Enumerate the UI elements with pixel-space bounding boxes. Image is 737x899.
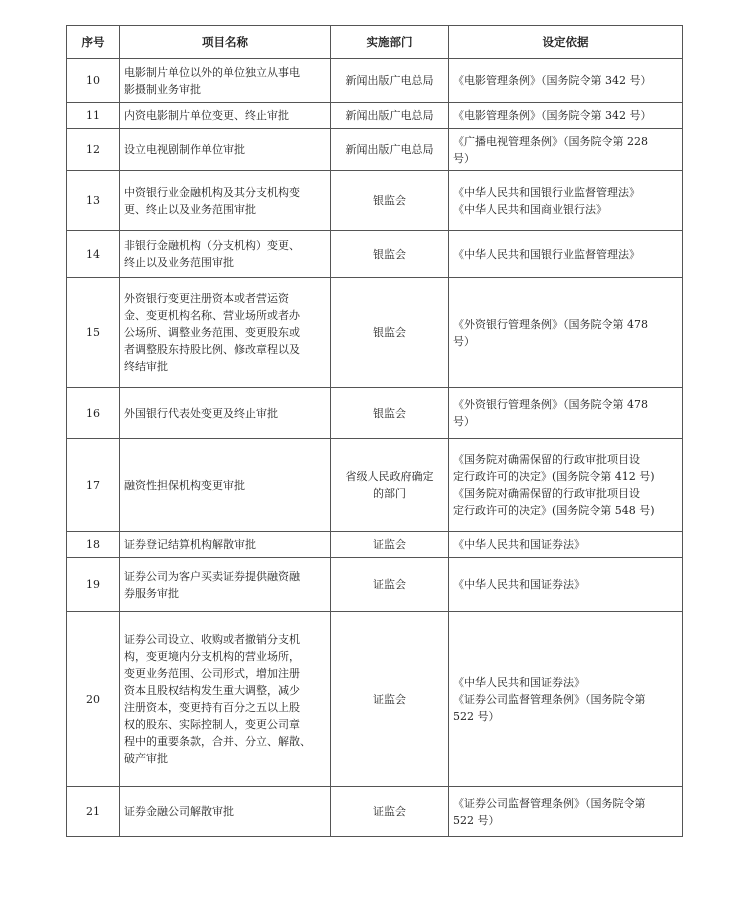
row-item-name: 电影制片单位以外的单位独立从事电 影摄制业务审批 xyxy=(120,59,331,103)
row-serial-no: 10 xyxy=(67,59,120,103)
row-item-name: 融资性担保机构变更审批 xyxy=(120,439,331,532)
row-legal-basis: 《证券公司监督管理条例》（国务院令第 522 号） xyxy=(449,787,683,837)
row-serial-no: 21 xyxy=(67,787,120,837)
row-legal-basis: 《中华人民共和国银行业监督管理法》 《中华人民共和国商业银行法》 xyxy=(449,171,683,231)
row-legal-basis: 《外资银行管理条例》（国务院令第 478 号） xyxy=(449,278,683,388)
row-legal-basis: 《广播电视管理条例》（国务院令第 228 号） xyxy=(449,129,683,171)
row-department: 新闻出版广电总局 xyxy=(331,59,449,103)
row-department: 证监会 xyxy=(331,787,449,837)
row-item-name: 设立电视剧制作单位审批 xyxy=(120,129,331,171)
row-item-name: 外国银行代表处变更及终止审批 xyxy=(120,388,331,439)
row-legal-basis: 《中华人民共和国银行业监督管理法》 xyxy=(449,231,683,278)
row-serial-no: 20 xyxy=(67,612,120,787)
row-item-name: 证券登记结算机构解散审批 xyxy=(120,532,331,558)
row-serial-no: 16 xyxy=(67,388,120,439)
row-department: 证监会 xyxy=(331,612,449,787)
table-row xyxy=(67,558,683,612)
approval-items-table-container xyxy=(66,25,682,837)
table-row xyxy=(67,787,683,837)
row-serial-no: 11 xyxy=(67,103,120,129)
row-item-name: 内资电影制片单位变更、终止审批 xyxy=(120,103,331,129)
row-item-name: 外资银行变更注册资本或者营运资 金、变更机构名称、营业场所或者办 公场所、调整业务范围、变更股东或 者调整股东持股比例、修改章程以及 终结审批 xyxy=(120,278,331,388)
table-row xyxy=(67,439,683,532)
row-legal-basis: 《国务院对确需保留的行政审批项目设 定行政许可的决定》(国务院令第 412 号) 《国务院对确需保留的行政审批项目设 定行政许可的决定》(国务院令第 548 号) xyxy=(449,439,683,532)
row-legal-basis: 《电影管理条例》（国务院令第 342 号） xyxy=(449,103,683,129)
table-row xyxy=(67,612,683,787)
table-row xyxy=(67,103,683,129)
row-legal-basis: 《中华人民共和国证券法》 《证券公司监督管理条例》（国务院令第 522 号） xyxy=(449,612,683,787)
row-serial-no: 18 xyxy=(67,532,120,558)
row-serial-no: 14 xyxy=(67,231,120,278)
row-department: 证监会 xyxy=(331,532,449,558)
table-row xyxy=(67,388,683,439)
row-legal-basis: 《外资银行管理条例》（国务院令第 478 号） xyxy=(449,388,683,439)
approval-items-table xyxy=(66,25,683,837)
header-department: 实施部门 xyxy=(331,26,449,59)
row-department: 银监会 xyxy=(331,278,449,388)
row-department: 新闻出版广电总局 xyxy=(331,103,449,129)
row-legal-basis: 《电影管理条例》（国务院令第 342 号） xyxy=(449,59,683,103)
row-department: 新闻出版广电总局 xyxy=(331,129,449,171)
row-department: 省级人民政府确定 的部门 xyxy=(331,439,449,532)
row-department: 证监会 xyxy=(331,558,449,612)
row-serial-no: 13 xyxy=(67,171,120,231)
header-serial-no: 序号 xyxy=(67,26,120,59)
table-header-row xyxy=(67,26,683,59)
row-legal-basis: 《中华人民共和国证券法》 xyxy=(449,558,683,612)
row-item-name: 中资银行业金融机构及其分支机构变 更、终止以及业务范围审批 xyxy=(120,171,331,231)
row-department: 银监会 xyxy=(331,388,449,439)
header-legal-basis: 设定依据 xyxy=(449,26,683,59)
table-row xyxy=(67,171,683,231)
row-department: 银监会 xyxy=(331,171,449,231)
row-item-name: 证券公司为客户买卖证券提供融资融 券服务审批 xyxy=(120,558,331,612)
row-serial-no: 12 xyxy=(67,129,120,171)
row-serial-no: 19 xyxy=(67,558,120,612)
header-item-name: 项目名称 xyxy=(120,26,331,59)
row-serial-no: 15 xyxy=(67,278,120,388)
row-item-name: 证券公司设立、收购或者撤销分支机 构，变更境内分支机构的营业场所， 变更业务范围、公司形式，增加注册 资本且股权结构发生重大调整，减少 注册资本，变更持有百分之五以上股 权的股东、实际控制人，变更公司章 程中的重要条款，合并、分立、解散、 破产审批 xyxy=(120,612,331,787)
row-legal-basis: 《中华人民共和国证券法》 xyxy=(449,532,683,558)
row-department: 银监会 xyxy=(331,231,449,278)
table-row xyxy=(67,278,683,388)
table-row xyxy=(67,59,683,103)
row-item-name: 证券金融公司解散审批 xyxy=(120,787,331,837)
table-row xyxy=(67,129,683,171)
row-item-name: 非银行金融机构（分支机构）变更、 终止以及业务范围审批 xyxy=(120,231,331,278)
row-serial-no: 17 xyxy=(67,439,120,532)
table-row xyxy=(67,532,683,558)
table-row xyxy=(67,231,683,278)
